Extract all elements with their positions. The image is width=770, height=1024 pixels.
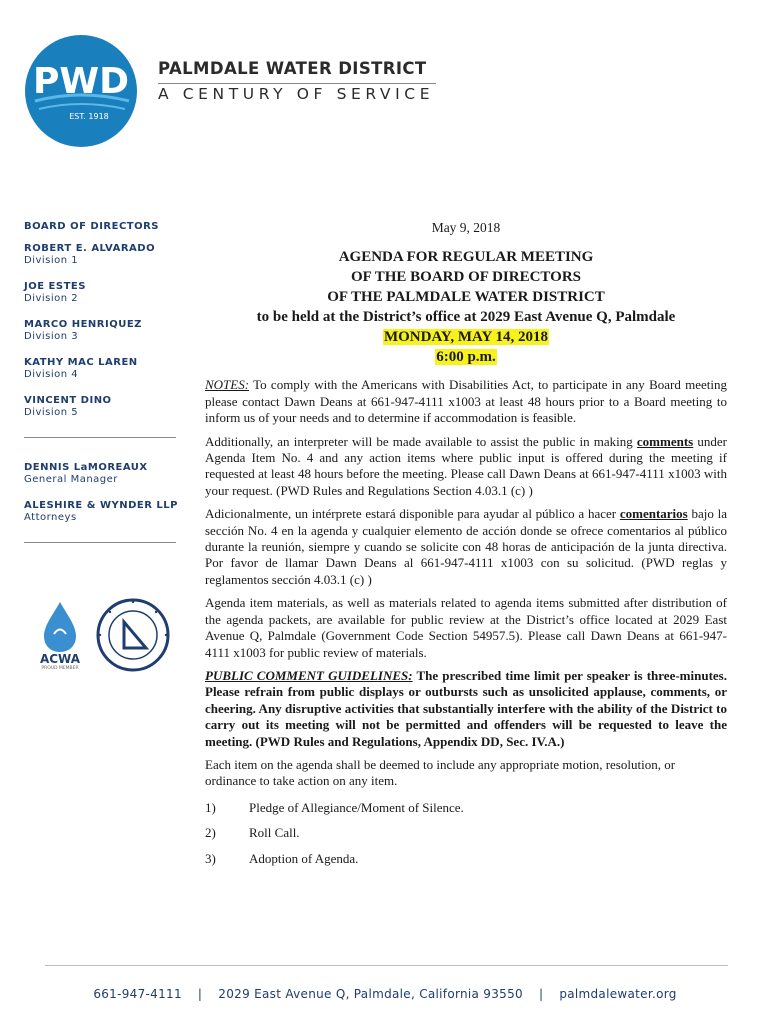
director-name: KATHY MAC LAREN <box>24 357 138 368</box>
notes-paragraph <box>205 377 727 426</box>
logo-est: EST. 1918 <box>69 112 109 121</box>
interpreter-text-cont: under Agenda Item No. 4 and any action items where public input is offered during the meeting if requested at least 48 hours before the meeting. Please call Dawn Deans at 661-947-4111 x1003 with your request. (PWD Rules and Regulations Section 4.03.1 (c) ) <box>205 433 727 498</box>
footer-phone: 661-947-4111 <box>93 987 182 1001</box>
director-division: Division 5 <box>24 407 79 418</box>
staff-role: General Manager <box>24 474 118 485</box>
agenda-item <box>205 825 727 841</box>
director-name: ROBERT E. ALVARADO <box>24 243 156 254</box>
logo-letters: PWD <box>33 61 129 102</box>
agenda-items <box>205 800 727 867</box>
footer <box>0 987 770 1001</box>
motion-paragraph: Each item on the agenda shall be deemed to include any appropriate motion, resolution, or ordinance to take action on any item. <box>205 756 676 789</box>
item-text: Pledge of Allegiance/Moment of Silence. <box>249 799 464 815</box>
director-name: JOE ESTES <box>24 281 86 292</box>
agenda-item <box>205 800 727 816</box>
org-tagline: A CENTURY OF SERVICE <box>158 85 435 103</box>
director-2 <box>24 281 196 305</box>
interpreter-text: Additionally, an interpreter will be made available to assist the public in making <box>205 433 637 449</box>
attorneys <box>24 500 196 524</box>
item-text: Roll Call. <box>249 825 300 841</box>
director-division: Division 3 <box>24 331 79 342</box>
comments-word: comments <box>636 433 694 449</box>
agenda-title-line: AGENDA FOR REGULAR MEETING <box>338 249 594 266</box>
director-5 <box>24 395 196 419</box>
sidebar-divider <box>24 437 176 438</box>
director-division: Division 2 <box>24 293 79 304</box>
acwa-text: ACWA <box>39 652 81 666</box>
materials-paragraph: Agenda item materials, as well as materials related to agenda items submitted after distribution of the agenda packets, are available for public review at the District’s office located at 2029 East Avenue Q, Palmdale (Government Code Section 54957.5). Please call Dawn Deans at 661-947-4111 x1003 for public review of materials. <box>205 595 727 660</box>
footer-separator: | <box>197 987 203 1001</box>
board-heading: BOARD OF DIRECTORS <box>24 221 160 232</box>
director-name: MARCO HENRIQUEZ <box>24 319 142 330</box>
org-rule <box>158 83 436 84</box>
director-name: VINCENT DINO <box>24 395 112 406</box>
director-division: Division 1 <box>24 255 79 266</box>
item-number: 1) <box>205 799 216 815</box>
agenda-item <box>205 851 727 867</box>
director-4 <box>24 357 196 381</box>
guidelines-label: PUBLIC COMMENT GUIDELINES: <box>205 667 413 683</box>
agenda-document <box>205 220 727 867</box>
meeting-day: MONDAY, MAY 14, 2018 <box>383 329 549 346</box>
notes-label: NOTES: <box>205 377 250 393</box>
agenda-date: May 9, 2018 <box>431 220 501 235</box>
item-number: 2) <box>205 825 216 841</box>
general-manager <box>24 462 196 486</box>
agenda-title-line: OF THE BOARD OF DIRECTORS <box>350 269 582 286</box>
director-3 <box>24 319 196 343</box>
agenda-title-line: OF THE PALMDALE WATER DISTRICT <box>327 289 605 306</box>
meeting-time: 6:00 p.m. <box>436 349 496 366</box>
director-1 <box>24 243 196 267</box>
sidebar <box>24 221 196 567</box>
comentarios-word: comentarios <box>619 506 688 522</box>
staff-role: Attorneys <box>24 512 77 523</box>
guidelines-paragraph <box>205 668 727 750</box>
item-number: 3) <box>205 850 216 866</box>
staff-name: ALESHIRE & WYNDER LLP <box>24 500 178 511</box>
district-seal <box>96 598 170 672</box>
footer-divider <box>45 965 728 966</box>
sidebar-divider <box>24 542 176 543</box>
footer-website[interactable]: palmdalewater.org <box>559 987 677 1001</box>
footer-address: 2029 East Avenue Q, Palmdale, California 93550 <box>218 987 523 1001</box>
guidelines-text: The prescribed time limit per speaker is three-minutes. Please refrain from public displays or outbursts such as unsolicited applause, comments, or cheering. Any disruptive activities that substantially interfere with the ability of the District to carry out its meeting will not be permitted and offenders will be requested to leave the meeting. (PWD Rules and Regulations, Appendix DD, Sec. IV.A.) <box>205 667 727 749</box>
footer-separator: | <box>538 987 544 1001</box>
spanish-paragraph <box>205 506 727 588</box>
director-division: Division 4 <box>24 369 79 380</box>
staff-name: DENNIS LaMOREAUX <box>24 462 148 473</box>
spanish-text-cont: bajo la sección No. 4 en la agenda y cualquier elemento de acción donde se ofrece comentarios al público durante la reunión, siempre y cuando se solicite con 48 horas de anticipación de la junta directiva. Por favor de llamar Dawn Deans al 661-947-4111 x1003 con su solicitud. (PWD reglas y reglamentos sección 4.03.1 (c) ) <box>205 506 727 587</box>
notes-text: To comply with the Americans with Disabilities Act, to participate in any Board meeting please contact Dawn Deans at 661-947-4111 x1003 at least 48 hours prior to a Board meeting to inform us of your needs and to determine if accommodation is feasible. <box>205 377 727 426</box>
pwd-logo <box>25 35 137 147</box>
interpreter-paragraph <box>205 434 727 500</box>
item-text: Adoption of Agenda. <box>249 850 359 866</box>
acwa-subtext: PROUD MEMBER <box>41 666 79 670</box>
org-name: PALMDALE WATER DISTRICT <box>158 59 427 78</box>
agenda-location: to be held at the District’s office at 2029 East Avenue Q, Palmdale <box>256 309 676 326</box>
spanish-text: Adicionalmente, un intérprete estará disponible para ayudar al público a hacer <box>205 506 620 522</box>
acwa-logo <box>28 600 92 670</box>
